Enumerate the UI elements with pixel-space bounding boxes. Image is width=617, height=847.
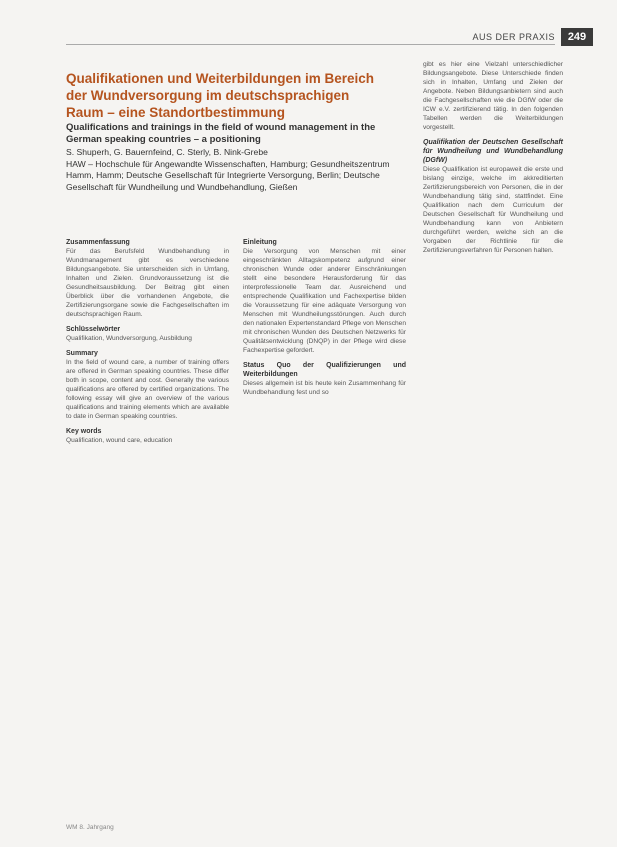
keywords-en-heading: Key words (66, 428, 102, 435)
article-title: Qualifikationen und Weiterbildungen im Bereich der Wundversorgung im deutschsprachigen Raum – eine Standortbestimmung (66, 71, 375, 120)
summary-text: In the field of wound care, a number of training offers are offered in German speaking countries. These differ both in scope, content and cost. Generally the various qualifications are offered by certified organizations. The following essay will give an overview of the various qualifications and training elements which are available to date in German speaking countries. (66, 359, 229, 420)
status-heading: Status Quo der Qualifizierungen und Weiterbildungen (243, 362, 406, 378)
dgfw-text: Diese Qualifikation ist europaweit die erste und bislang einzige, welche im akkreditierten Zertifizierungsbereich von Personen, die in der Wundbehandlung tätig sind, stattfindet. Eine Qualifikation nach dem Curriculum der Deutschen Gesellschaft für Wundheilung und Wundbehandlung kann von Anbietern durchgeführt werden, welche sich an die Vorgaben der Richtlinie für die Zertifizierungsverfahren für Personen halten. (423, 166, 563, 254)
column-middle (243, 238, 406, 403)
abstract-heading: Zusammenfassung (66, 239, 130, 246)
intro-heading: Einleitung (243, 239, 277, 246)
column-left (66, 238, 229, 451)
article-subtitle: Qualifications and trainings in the field of wound management in the German speaking countries – a positioning (66, 122, 376, 145)
column-right (423, 60, 563, 261)
page-footer: WM 8. Jahrgang (66, 824, 114, 831)
page-header-label: AUS DER PRAXIS (472, 32, 555, 42)
authors-block (66, 147, 396, 193)
status-text: Dieses allgemein ist bis heute kein Zusammenhang für Wundbehandlung fest und so (243, 380, 406, 396)
keywords-heading: Schlüsselwörter (66, 326, 121, 333)
page-number-badge: 249 (561, 28, 593, 46)
header-rule (66, 44, 555, 45)
intro-text: Die Versorgung von Menschen mit einer eingeschränkten Alltagskompetenz aufgrund einer chronischen Wunde oder anderer Einschränkungen stellt eine besondere Herausforderung für das interprofessionelle Team dar. Ausreichend und entsprechende Qualifikation und Fachexpertise bilden die Voraussetzung für eine adäquate Versorgung von Menschen mit Wundheilungsstörungen. Auch durch den nationalen Expertenstandard Pflege von Menschen mit chronischen Wunden des Deutschen Netzwerks für Qualitätsentwicklung (DNQP) in der Pflege wird diese Fachexpertise gefordert. (243, 248, 406, 354)
dgfw-heading: Qualifikation der Deutschen Gesellschaft für Wundheilung und Wundbehandlung (DGfW) (423, 139, 563, 164)
summary-heading: Summary (66, 350, 98, 357)
keywords-en-text: Qualification, wound care, education (66, 437, 173, 444)
affiliations: HAW – Hochschule für Angewandte Wissenschaften, Hamburg; Gesundheitszentrum Hamm, Hamm; Deutsche Gesellschaft für Integrierte Versorgung, Berlin; Deutsche Gesellschaft für Wundheilung und Wundbehandlung, Gießen (66, 158, 390, 192)
abstract-text: Für das Berufsfeld Wundbehandlung in Wundmanagement gibt es verschiedene Bildungsangebote. Sie unterscheiden sich in Umfang, Inhalten und Zielen. Grundvoraussetzung ist die Gesundheitsausbildung. Der Beitrag gibt einen Überblick über die vorhandenen Angebote, die Zertifizierungsorgane sowie die Fachgesellschaften im deutschsprachigen Raum. (66, 248, 229, 318)
keywords-text: Qualifikation, Wundversorgung, Ausbildung (66, 335, 192, 342)
authors: S. Shuperh, G. Bauernfeind, C. Sterly, B. Nink-Grebe (66, 147, 268, 157)
body-text: gibt es hier eine Vielzahl unterschiedlicher Bildungsangebote. Diese Unterschiede finden sich in Inhalten, Umfang und Zielen der Angebote. Neben Bildungsanbietern sind auch die Fachgesellschaften wie die DGfW oder die ICW e.V. zertifizierend tätig. In den folgenden Tabellen werden die Weiterbildungen vorgestellt. (423, 61, 563, 131)
